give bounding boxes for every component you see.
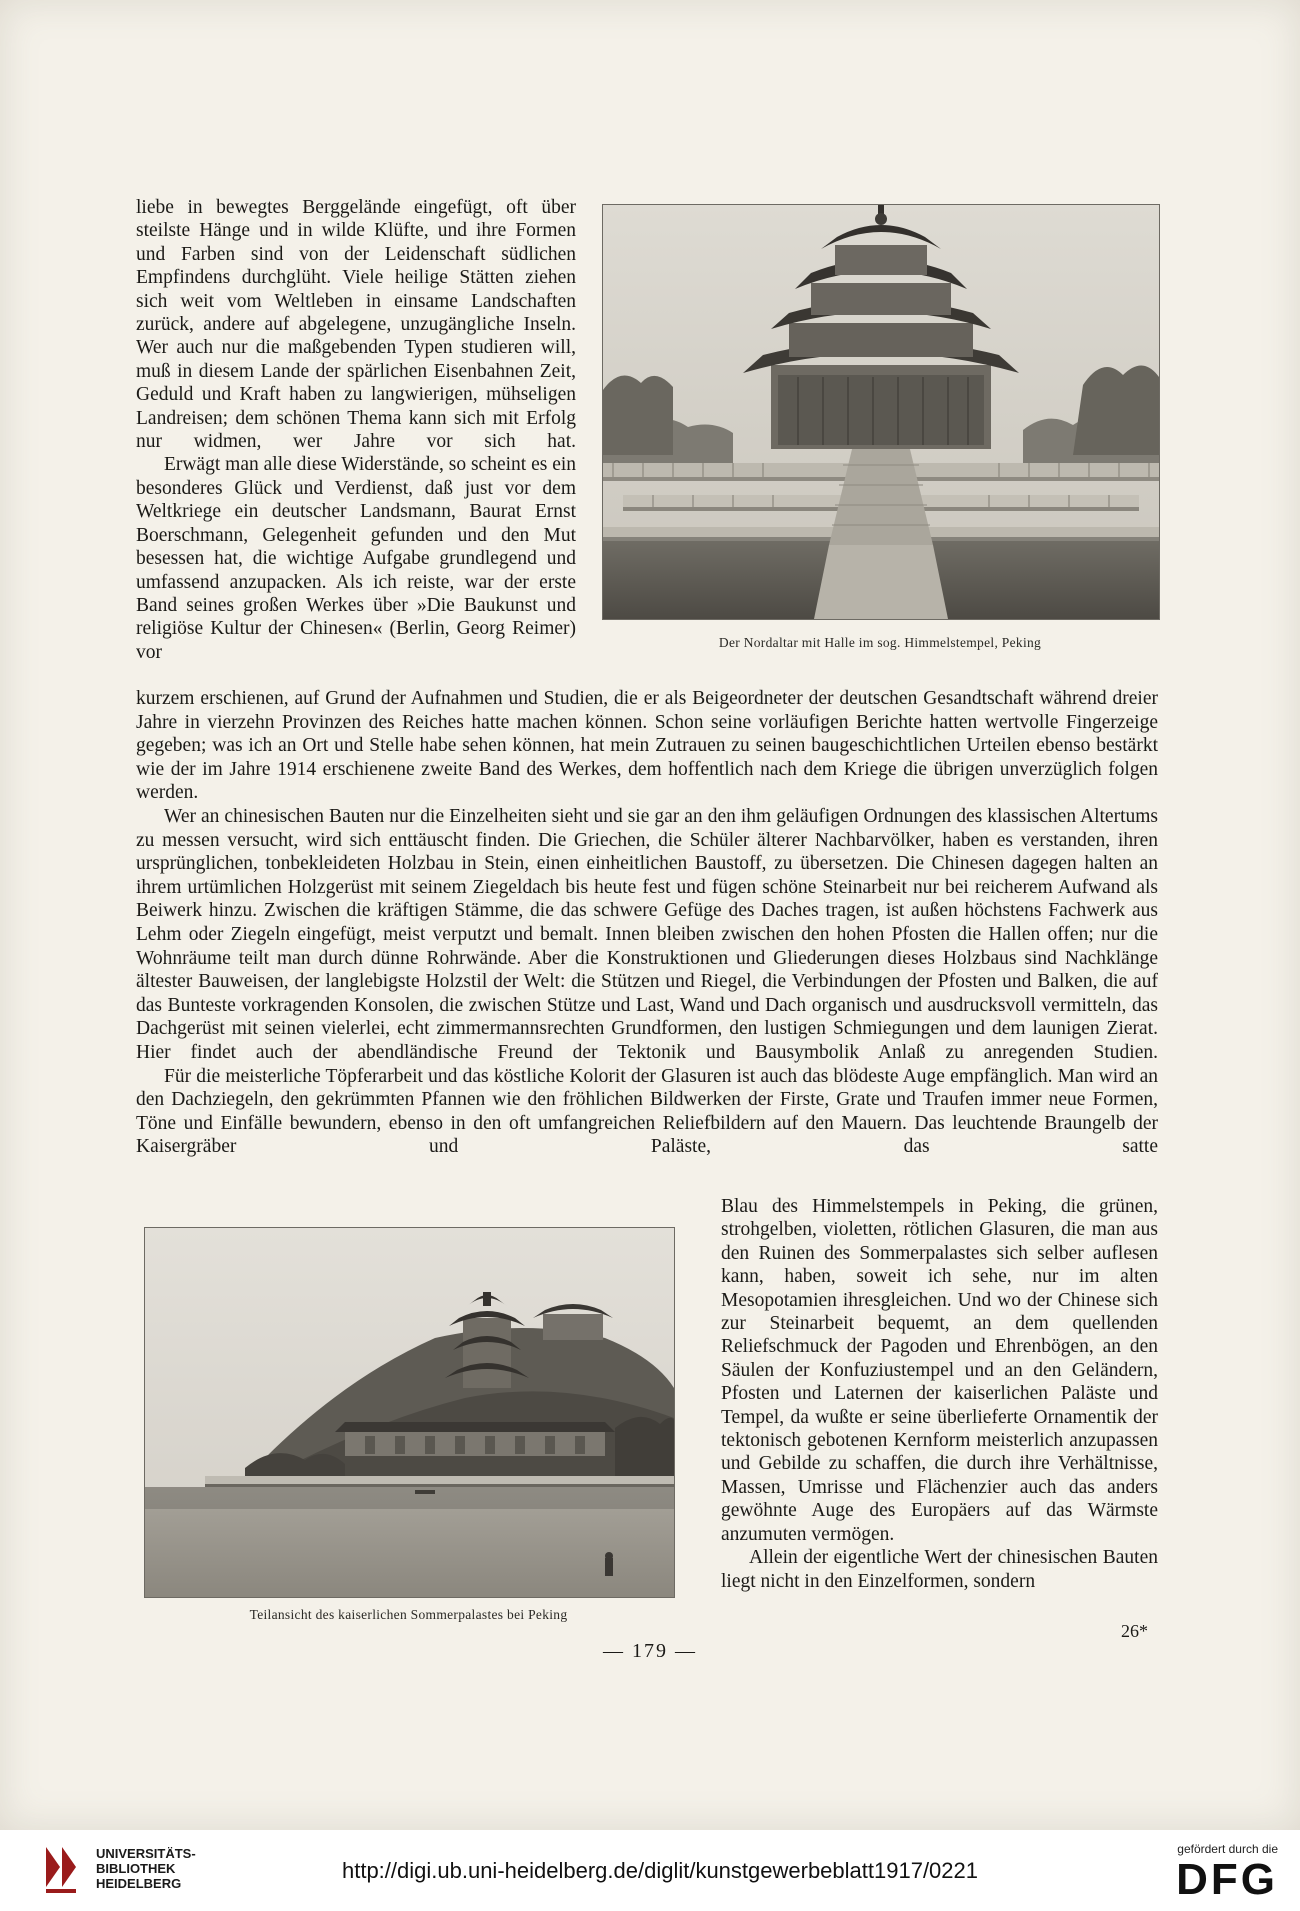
library-name-line: UNIVERSITÄTS- [96,1846,196,1861]
paragraph: Wer an chinesischen Bauten nur die Einzelheiten sieht und sie gar an den ihm geläufigen Ordnungen des klassischen Altertums zu messen versucht, wird sich enttäuscht finden. Die Griechen, die Schüler älterer Nachbarvölker, haben es verstanden, ihren ursprünglichen, tonbekleideten Holzbau in Stein, einen einheitlichen Baustoff, zu übersetzen. Die Chinesen dagegen halten an ihrem urtümlichen Holzgerüst mit seinem Ziegeldach bis heute fest und fügen schöne Steinarbeit nur bei reicherem Aufwand als Beiwerk hinzu. Zwischen die kräftigen Stämme, die das schwere Gefüge des Daches tragen, ist außen höchstens Fachwerk aus Lehm oder Ziegeln eingefügt, meist verputzt und bemalt. Innen bleiben zwischen den hohen Pfosten die Hallen offen; nur die Wohnräume teilt man durch dünne Rohrwände. Aber die Konstruktionen und Gliederungen dieses Holzbaus sind Nachklänge ältester Bauweisen, der langlebigste Holzstil der Welt: die Stützen und Riegel, die Verbindungen der Pfosten und Balken, die auf das Bunteste vorkragenden Konsolen, die zwischen Stütze und Last, Wand und Dach organisch und ausdrucksvoll vermitteln, das Dachgerüst mit seinen vielerlei, echt zimmermannsrechten Grundformen, den lustigen Schmiegungen und dem launigen Zierat. Hier findet auch der abendländische Freund der Tektonik und Bausymbolik Anlaß zu anregenden Studien. [136,805,1158,1063]
paragraph: kurzem erschienen, auf Grund der Aufnahmen und Studien, die er als Beigeordneter der deutschen Gesandtschaft während dreier Jahre in vierzehn Provinzen des Reiches hatte machen können. Schon seine vorläufigen Berichte hatten wertvolle Fingerzeige gegeben; was ich an Ort und Stelle habe sehen können, hat mein Zutrauen zu seinen baugeschichtlichen Urteilen ebenso bestärkt wie der im Jahre 1914 erschienene zweite Band des Werkes, dem hoffentlich nach dem Kriege die übrigen unverzüglich folgen werden. [136,688,1158,804]
paragraph: Für die meisterliche Töpferarbeit und das köstliche Kolorit der Glasuren ist auch das blödeste Auge empfänglich. Man wird an den Dachziegeln, den gekrümmten Pfannen wie den fröhlichen Bildwerken der Firste, Grate und Traufen immer neue Formen, Töne und Einfälle bewundern, ebenso in den oft umfangreichen Reliefbildern auf den Mauern. Das leuchtende Braungelb der Kaisergräber und Paläste, das satte [136,1065,1158,1158]
top-figure-caption: Der Nordaltar mit Halle im sog. Himmelstempel, Peking [718,635,1042,650]
photo-temple-of-heaven [602,204,1160,620]
left-column-text [136,196,576,664]
paragraph: Allein der eigentliche Wert der chinesischen Bauten liegt nicht in den Einzelformen, sondern [721,1547,1158,1592]
paragraph: Blau des Himmelstempels in Peking, die grünen, strohgelben, violetten, rötlichen Glasuren, die man aus den Ruinen des Sommerpalastes sich selber auflesen kann, haben, soweit ich sehe, nur im alten Mesopotamien ihresgleichen. Und wo der Chinese sich zur Steinarbeit bequemt, an dem quellenden Reliefschmuck der Pagoden und Ehrenbögen, an den Säulen der Konfuziustempel und an den Geländern, Pfosten und Laternen der kaiserlichen Paläste und Tempel, da wußte er seine überlieferte Ornamentik der tektonisch gebotenen Kernform meisterlich anzupassen und Gebilde zu schaffen, die durch ihre Verhältnisse, Massen, Umrisse und Flächenzier auch das anders gewöhnte Auge des Europäers auf das Wärmste anzumuten vermögen. [721,1196,1158,1545]
paragraph: Erwägt man alle diese Widerstände, so scheint es ein besonderes Glück und Verdienst, daß just vor dem Weltkriege ein deutscher Landsmann, Baurat Ernst Boerschmann, Gelegenheit gefunden und den Mut besessen hat, die wichtige Aufgabe grundlegend und umfassend anzupacken. Als ich reiste, war der erste Band seines großen Werkes über »Die Baukunst und religiöse Kultur der Chinesen« (Berlin, Georg Reimer) vor [136,454,577,663]
page-number: — 179 — [603,1640,697,1662]
library-name [96,1846,196,1891]
photo-summer-palace [144,1227,675,1598]
library-name-line: HEIDELBERG [96,1876,182,1891]
right-column-text [721,1195,1158,1593]
paragraph: liebe in bewegtes Berggelände eingefügt, oft über steilste Hänge und in wilde Klüfte, und ihre Formen und Farben sind von der Leidenschaft südlichen Empfindens durchglüht. Viele heilige Stätten ziehen sich weit vom Weltleben in einsame Landschaften zurück, andere auf abgelegene, unzugängliche Inseln. Wer auch nur die maßgebenden Typen studieren will, muß in diesem Lande der spärlichen Eisenbahnen Zeit, Geduld und Kraft haben zu langwierigen, mühseligen Landreisen; dem schönen Thema kann sich mit Erfolg nur widmen, wer Jahre vor sich hat. [136,197,576,453]
signature-mark: 26* [1121,1621,1148,1641]
photo-summer-palace-illustration [145,1228,674,1597]
funding-text: gefördert durch die [1177,1842,1278,1856]
university-library-logo-icon [40,1843,90,1897]
bottom-figure-caption: Teilansicht des kaiserlichen Sommerpalastes bei Peking [249,1607,568,1622]
photo-temple-illustration [603,205,1159,619]
dfg-logo: DFG [1176,1855,1278,1904]
full-width-text [136,687,1158,1159]
source-url-link[interactable]: http://digi.ub.uni-heidelberg.de/diglit/kunstgewerbeblatt1917/0221 [341,1858,978,1883]
library-name-line: BIBLIOTHEK [96,1861,176,1876]
